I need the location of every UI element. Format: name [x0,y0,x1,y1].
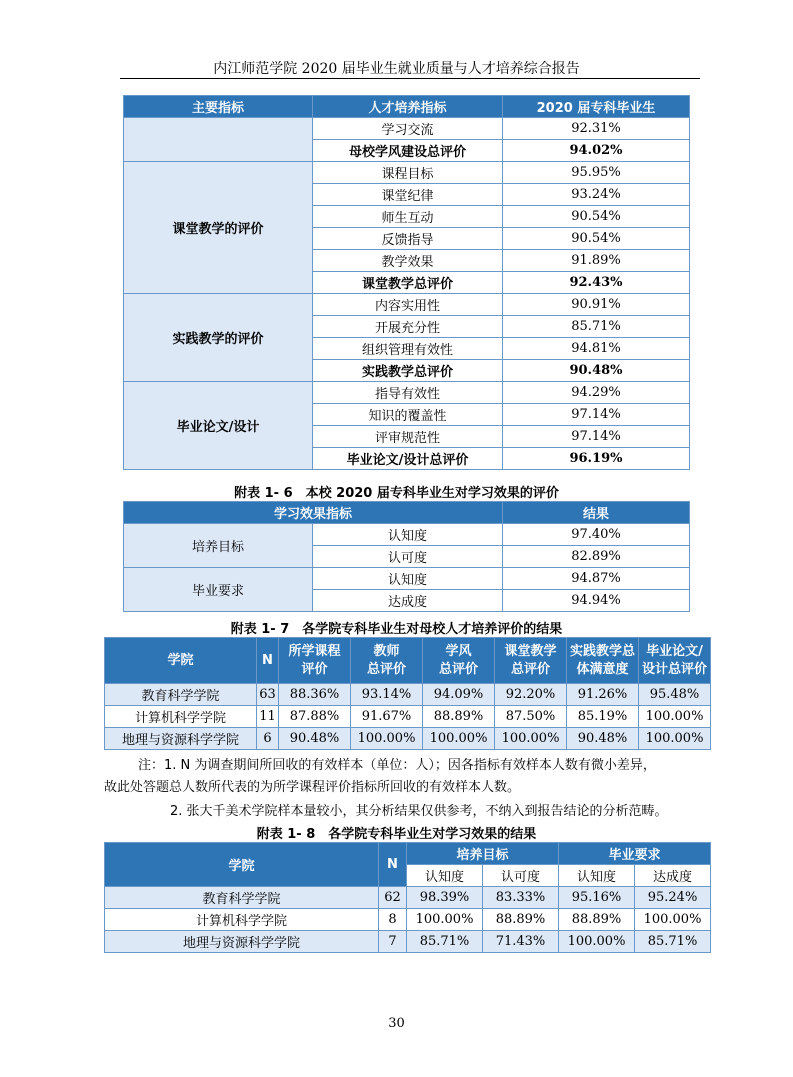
indicator-cell: 毕业论文/设计总评价 [313,448,503,470]
header-rule [120,78,700,79]
subheader-recognition: 认可度 [483,865,559,887]
value-cell: 98.39% [407,887,483,909]
header-line: 总评价 [438,661,478,677]
value-cell: 100.00% [495,728,567,750]
value-cell: 88.89% [483,909,559,931]
header-line: 毕业论文/ [646,643,703,659]
indicator-cell: 课程目标 [313,162,503,184]
value-cell: 71.43% [483,931,559,953]
value-cell: 94.87% [503,568,690,590]
header-line: 总评价 [510,661,550,677]
col-header-course-evaluation [279,638,351,684]
table-row [105,728,711,750]
col-header-training-indicator: 人才培养指标 [313,96,503,118]
value-cell: 88.36% [279,684,351,706]
col-header-n: N [257,638,279,684]
indicator-cell: 达成度 [313,590,503,612]
indicator-cell: 指导有效性 [313,382,503,404]
value-cell: 88.89% [559,909,635,931]
col-header-practice-satisfaction [567,638,639,684]
header-line: 评价 [301,661,328,677]
value-cell: 97.40% [503,524,690,546]
value-cell: 95.16% [559,887,635,909]
subheader-awareness: 认知度 [559,865,635,887]
indicator-cell: 认知度 [313,568,503,590]
n-cell: 8 [379,909,407,931]
col-header-college: 学院 [105,843,379,887]
value-cell: 100.00% [559,931,635,953]
note-line-3: 2. 张大千美术学院样本量较小，其分析结果仅供参考，不纳入到报告结论的分析范畴。 [170,804,668,819]
value-cell: 87.50% [495,706,567,728]
subheader-awareness: 认知度 [407,865,483,887]
value-cell: 90.54% [503,228,690,250]
table-row [124,524,690,546]
category-cell: 毕业论文/设计 [124,382,313,470]
indicator-cell: 师生互动 [313,206,503,228]
indicator-cell: 实践教学总评价 [313,360,503,382]
table-caption-1-6: 附表 1- 6 本校 2020 届专科毕业生对学习效果的评价 [234,486,559,501]
college-cell: 教育科学学院 [105,887,379,909]
college-cell: 教育科学学院 [105,684,257,706]
note-line-2: 故此处答题总人数所代表的为所学课程评价指标所回收的有效样本人数。 [104,780,521,795]
college-cell: 地理与资源科学学院 [105,728,257,750]
value-cell: 100.00% [423,728,495,750]
value-cell: 90.48% [279,728,351,750]
value-cell: 88.89% [423,706,495,728]
col-header-college: 学院 [105,638,257,684]
table-row [124,568,690,590]
note-line-1: 注：1. N 为调查期间所回收的有效样本（单位：人）；因各指标有效样本人数有微小差异， [138,758,656,773]
col-header-thesis-evaluation [639,638,711,684]
indicator-cell: 学习交流 [313,118,503,140]
value-cell: 95.24% [635,887,711,909]
value-cell: 90.48% [567,728,639,750]
table-row [105,706,711,728]
value-cell: 97.14% [503,426,690,448]
n-cell: 7 [379,931,407,953]
table-row [105,684,711,706]
category-cell: 毕业要求 [124,568,313,612]
value-cell: 92.20% [495,684,567,706]
talent-training-evaluation-table [123,95,690,470]
header-line: 体满意度 [576,661,629,677]
value-cell: 100.00% [351,728,423,750]
col-header-teacher-evaluation [351,638,423,684]
col-header-training-goal: 培养目标 [407,843,559,865]
value-cell: 87.88% [279,706,351,728]
col-header-classroom-evaluation [495,638,567,684]
learning-effect-table [123,501,690,612]
category-cell: 培养目标 [124,524,313,568]
value-cell: 94.02% [503,140,690,162]
indicator-cell: 组织管理有效性 [313,338,503,360]
value-cell: 90.48% [503,360,690,382]
subheader-achievement: 达成度 [635,865,711,887]
category-cell: 课堂教学的评价 [124,162,313,294]
page-header-title: 内江师范学院 2020 届毕业生就业质量与人才培养综合报告 [213,61,580,77]
value-cell: 97.14% [503,404,690,426]
header-line: 实践教学总 [569,643,635,659]
indicator-cell: 开展充分性 [313,316,503,338]
value-cell: 90.91% [503,294,690,316]
college-cell: 计算机科学学院 [105,909,379,931]
college-cell: 地理与资源科学学院 [105,931,379,953]
value-cell: 91.67% [351,706,423,728]
table-row [124,162,690,184]
table-caption-1-8: 附表 1- 8 各学院专科毕业生对学习效果的结果 [256,827,537,842]
value-cell: 92.43% [503,272,690,294]
header-line: 教师 [373,643,400,659]
indicator-cell: 知识的覆盖性 [313,404,503,426]
page-number: 30 [388,1016,405,1031]
indicator-cell: 认可度 [313,546,503,568]
table-row [124,294,690,316]
value-cell: 93.24% [503,184,690,206]
category-cell [124,118,313,162]
value-cell: 95.48% [639,684,711,706]
col-header-study-style-evaluation [423,638,495,684]
table-row [105,909,711,931]
value-cell: 94.29% [503,382,690,404]
value-cell: 94.81% [503,338,690,360]
col-header-learning-indicator: 学习效果指标 [124,502,503,524]
col-header-n: N [379,843,407,887]
col-header-graduation-requirement: 毕业要求 [559,843,711,865]
value-cell: 94.09% [423,684,495,706]
table-row [124,118,690,140]
value-cell: 96.19% [503,448,690,470]
value-cell: 85.71% [407,931,483,953]
value-cell: 93.14% [351,684,423,706]
n-cell: 63 [257,684,279,706]
indicator-cell: 反馈指导 [313,228,503,250]
value-cell: 94.94% [503,590,690,612]
value-cell: 100.00% [639,728,711,750]
header-line: 学风 [445,643,472,659]
indicator-cell: 认知度 [313,524,503,546]
table-row [124,382,690,404]
value-cell: 100.00% [635,909,711,931]
college-training-evaluation-table [104,637,711,750]
value-cell: 100.00% [407,909,483,931]
table-row [105,887,711,909]
value-cell: 91.89% [503,250,690,272]
college-cell: 计算机科学学院 [105,706,257,728]
value-cell: 82.89% [503,546,690,568]
value-cell: 95.95% [503,162,690,184]
n-cell: 62 [379,887,407,909]
header-line: 所学课程 [288,643,341,659]
indicator-cell: 内容实用性 [313,294,503,316]
value-cell: 92.31% [503,118,690,140]
indicator-cell: 评审规范性 [313,426,503,448]
header-line: 总评价 [366,661,406,677]
header-line: 课堂教学 [504,643,557,659]
value-cell: 100.00% [639,706,711,728]
value-cell: 83.33% [483,887,559,909]
value-cell: 85.19% [567,706,639,728]
col-header-main-indicator: 主要指标 [124,96,313,118]
header-line: 设计总评价 [641,661,707,677]
col-header-result: 结果 [503,502,690,524]
table-row [105,931,711,953]
value-cell: 90.54% [503,206,690,228]
n-cell: 11 [257,706,279,728]
value-cell: 91.26% [567,684,639,706]
table-caption-1-7: 附表 1- 7 各学院专科毕业生对母校人才培养评价的结果 [230,622,563,637]
col-header-2020-graduates: 2020 届专科毕业生 [503,96,690,118]
college-learning-effect-table [104,842,711,953]
indicator-cell: 母校学风建设总评价 [313,140,503,162]
category-cell: 实践教学的评价 [124,294,313,382]
n-cell: 6 [257,728,279,750]
indicator-cell: 课堂教学总评价 [313,272,503,294]
value-cell: 85.71% [503,316,690,338]
indicator-cell: 教学效果 [313,250,503,272]
indicator-cell: 课堂纪律 [313,184,503,206]
value-cell: 85.71% [635,931,711,953]
